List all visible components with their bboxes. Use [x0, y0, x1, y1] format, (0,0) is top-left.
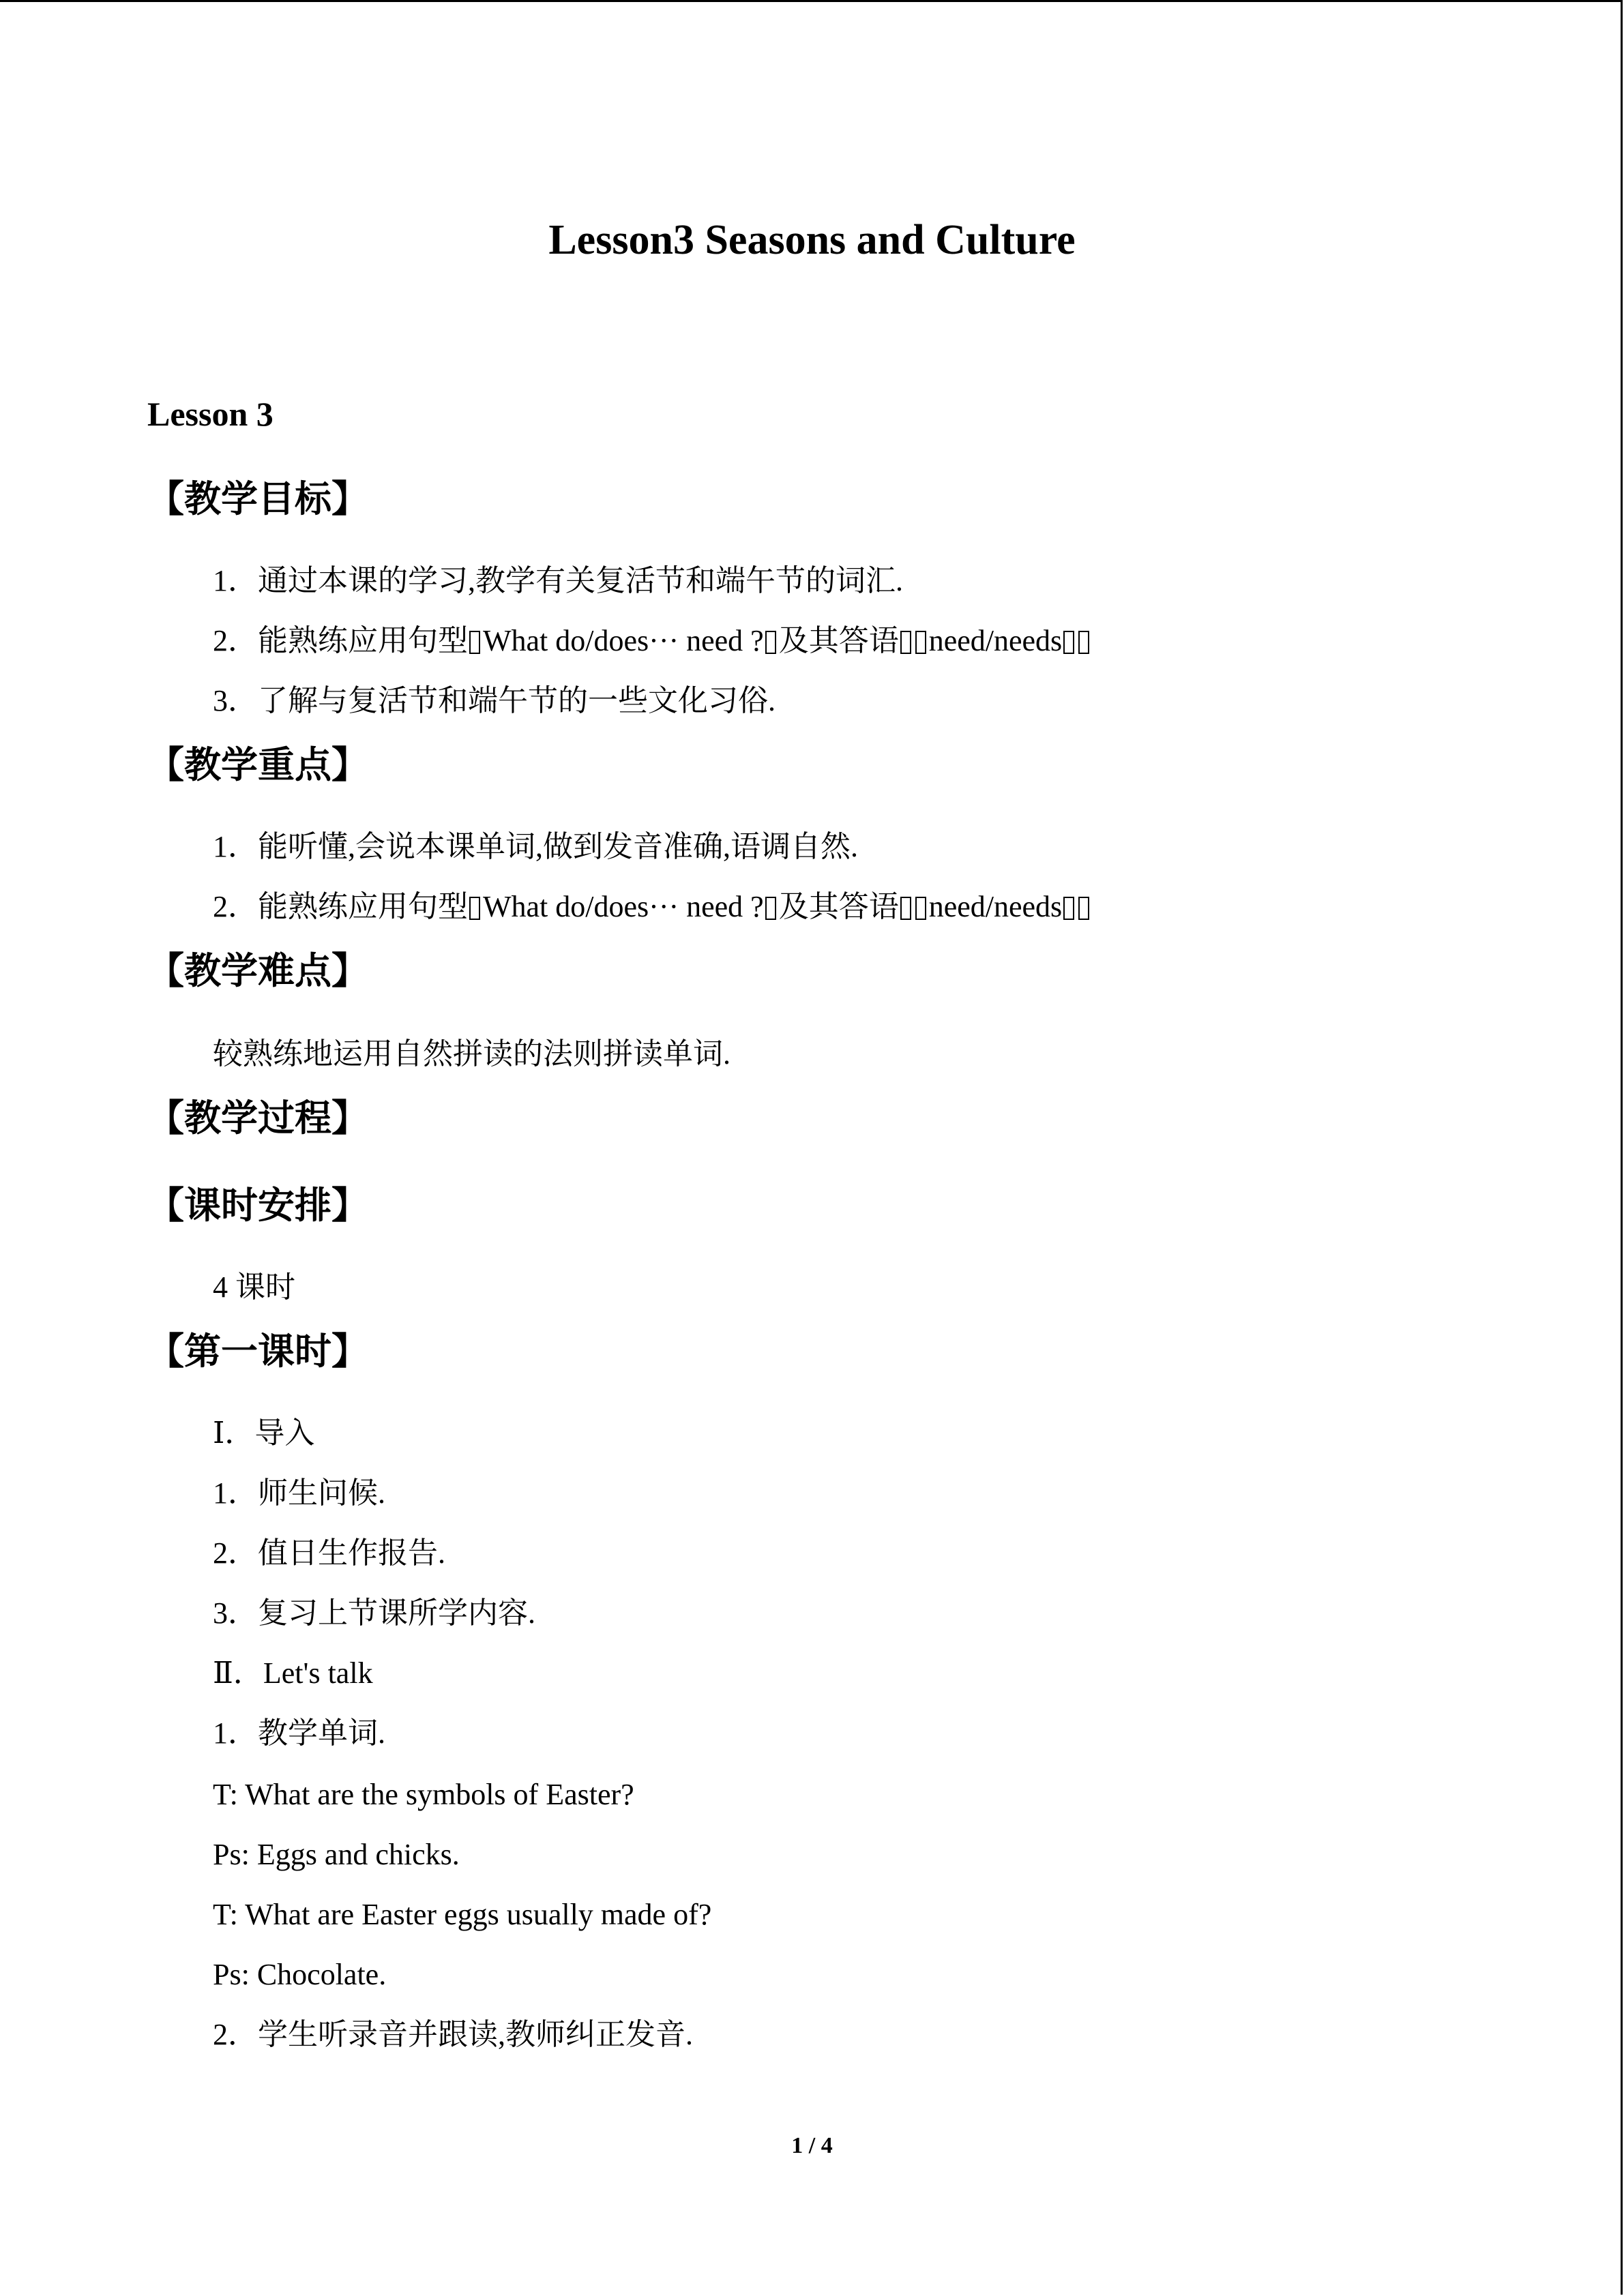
- key-point-item-2: 2．能熟练应用句型 What do/does··· need ? 及其答语 need/needs: [213, 886, 1092, 927]
- missing-glyph-box: [469, 631, 480, 654]
- lesson-line: Ps: Eggs and chicks.: [213, 1838, 460, 1871]
- difficulty-text: 较熟练地运用自然拼读的法则拼读单词.: [213, 1037, 730, 1071]
- lesson-line: 1．师生问候.: [213, 1476, 385, 1510]
- objective-item-3: 3．了解与复活节和端午节的一些文化习俗.: [213, 684, 776, 717]
- missing-glyph-box: [1063, 897, 1074, 920]
- missing-glyph-box: [915, 897, 926, 920]
- missing-glyph-box: [765, 631, 776, 654]
- missing-glyph-box: [765, 897, 776, 920]
- section-heading-schedule: 【课时安排】: [147, 1184, 368, 1227]
- lesson-line: Ⅰ．导入: [213, 1416, 315, 1450]
- lesson-line: 3．复习上节课所学内容.: [213, 1596, 535, 1630]
- lesson-line: Ps: Chocolate.: [213, 1958, 387, 1991]
- missing-glyph-box: [1063, 631, 1074, 654]
- lesson-line: 2．学生听录音并跟读,教师纠正发音.: [213, 2018, 693, 2051]
- missing-glyph-box: [1078, 631, 1089, 654]
- section-heading-key-points: 【教学重点】: [147, 743, 368, 786]
- lesson-line: 2．值日生作报告.: [213, 1536, 445, 1570]
- schedule-text: 4 课时: [213, 1270, 295, 1304]
- lesson-heading: Lesson 3: [147, 395, 274, 433]
- section-heading-first-period: 【第一课时】: [147, 1330, 368, 1373]
- lesson-line: 1．教学单词.: [213, 1716, 385, 1750]
- missing-glyph-box: [469, 897, 480, 920]
- objective-item-2: 2．能熟练应用句型 What do/does··· need ? 及其答语 need/needs: [213, 621, 1092, 661]
- section-heading-objectives: 【教学目标】: [147, 477, 368, 520]
- section-heading-process: 【教学过程】: [147, 1097, 368, 1139]
- key-point-item-1: 1．能听懂,会说本课单词,做到发音准确,语调自然.: [213, 830, 858, 863]
- section-heading-difficulties: 【教学难点】: [147, 949, 368, 992]
- page-number: 1 / 4: [791, 2133, 833, 2158]
- missing-glyph-box: [1078, 897, 1089, 920]
- missing-glyph-box: [900, 631, 911, 654]
- missing-glyph-box: [900, 897, 911, 920]
- lesson-line: Ⅱ．Let's talk: [213, 1656, 373, 1690]
- lesson-line: T: What are the symbols of Easter?: [213, 1778, 634, 1811]
- document-title: Lesson3 Seasons and Culture: [548, 217, 1076, 263]
- objective-item-1: 1．通过本课的学习,教学有关复活节和端午节的词汇.: [213, 564, 903, 597]
- lesson-line: T: What are Easter eggs usually made of?: [213, 1898, 712, 1931]
- missing-glyph-box: [915, 631, 926, 654]
